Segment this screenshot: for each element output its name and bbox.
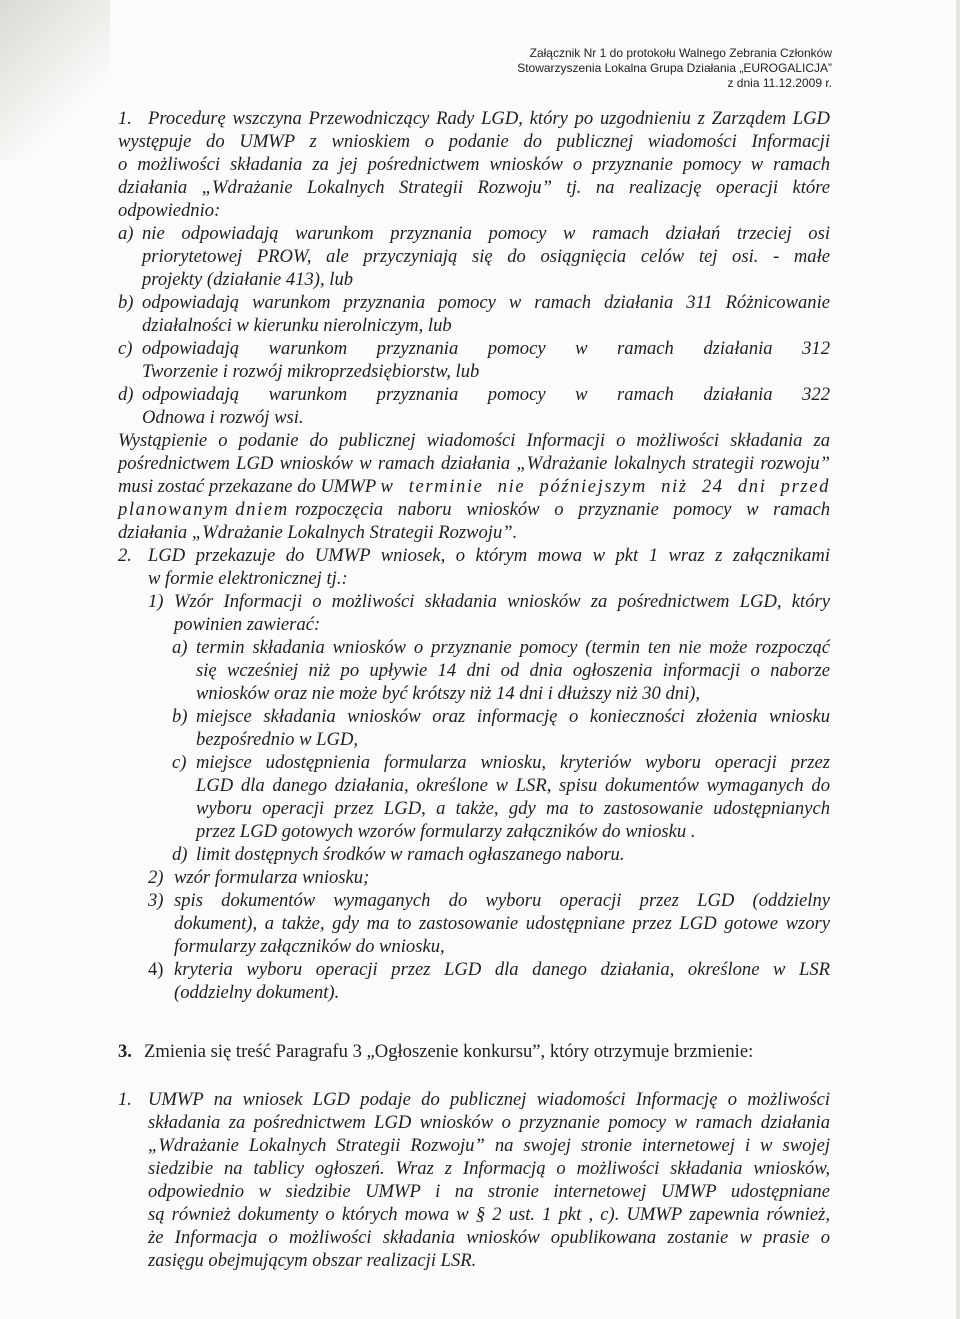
p1b-line-5: działania „Wdrażanie Lokalnych Strategii Rozwoju”. [118, 522, 518, 543]
deadline-phrase: w terminie nie późniejszym niż 24 dni przed [380, 476, 830, 497]
p3-line-8: zasięgu obejmującym obszar realizacji LSR. [148, 1250, 477, 1271]
p1-line-4: działania „Wdrażanie Lokalnych Strategii Rozwoju” tj. na realizację operacji które [118, 177, 830, 198]
p1-line-2: występuje do UMWP z wnioskiem o podanie do publicznej wiadomości Informacji [118, 131, 830, 152]
p1-item-c-label: c) [118, 338, 133, 359]
p2-sub-b-line-2: bezpośrednio w LGD, [196, 729, 359, 750]
point-2-number: 2. [118, 545, 132, 566]
p1-item-b-line-1: odpowiadają warunkom przyznania pomocy w ramach działania 311 Różnicowanie [142, 292, 830, 313]
section-3-number: 3. [118, 1041, 132, 1062]
p2-sub-a-line-3: wniosków oraz nie może być krótszy niż 14 dni i dłuższy niż 30 dni), [196, 683, 701, 704]
p2-item-3-line-3: formularzy załączników do wniosku, [174, 936, 445, 957]
p2-sub-d-label: d) [172, 844, 188, 865]
p2-item-1-number: 1) [148, 591, 164, 612]
p2-sub-b-label: b) [172, 706, 188, 727]
p2-item-2-number: 2) [148, 867, 164, 888]
p1-line-5: odpowiednio: [118, 200, 221, 221]
p1-item-a-line-1: nie odpowiadają warunkom przyznania pomocy w ramach działań trzeciej osi [142, 223, 830, 244]
p2-sub-a-label: a) [172, 637, 188, 658]
p2-sub-c-line-1: miejsce udostępnienia formularza wniosku, kryteriów wyboru operacji przez [196, 752, 830, 773]
p2-sub-a-line-2: się wcześniej niż po upływie 14 dni od dnia ogłoszenia informacji o naborze [196, 660, 830, 681]
p1-item-a-label: a) [118, 223, 134, 244]
p2-sub-d-line-1: limit dostępnych środków w ramach ogłaszanego naboru. [196, 844, 625, 865]
p1-line-3: o możliwości składania za jej pośrednictwem wniosków o przyznanie pomocy w ramach [118, 154, 830, 175]
p1-item-d-line-1: odpowiadają warunkom przyznania pomocy w ramach działania 322 [142, 384, 830, 405]
p3-line-5: odpowiednio w siedzibie UMWP i na stronie internetowej UMWP udostępniane [148, 1181, 830, 1202]
header-line-3: z dnia 11.12.2009 r. [727, 76, 832, 90]
p1b-line-4-b: rozpoczęcia naboru wniosków o przyznanie pomocy w ramach [294, 499, 830, 520]
section-3-title: Zmienia się treść Paragrafu 3 „Ogłoszenie konkursu”, który otrzymuje brzmienie: [144, 1041, 754, 1062]
p1-item-c-line-2: Tworzenie i rozwój mikroprzedsiębiorstw, lub [142, 361, 480, 382]
p2-item-1-line-1: Wzór Informacji o możliwości składania wniosków za pośrednictwem LGD, który [174, 591, 830, 612]
p1-item-c-line-1: odpowiadają warunkom przyznania pomocy w ramach działania 312 [142, 338, 830, 359]
p3-line-3: „Wdrażanie Lokalnych Strategii Rozwoju” na swojej stronie internetowej i w swojej [148, 1135, 830, 1156]
p2-item-4-line-2: (oddzielny dokument). [174, 982, 340, 1003]
p1b-line-3 [118, 475, 830, 498]
p2-sub-c-line-3: wyboru operacji przez LGD, a także, gdy ma to zastosowanie udostępnianych [196, 798, 830, 819]
p1-item-a-line-2: priorytetowej PROW, ale przyczyniają się do osiągnięcia celów tej osi. - małe [142, 246, 830, 267]
p2-item-2-line-1: wzór formularza wniosku; [174, 867, 370, 888]
p1b-line-2: pośrednictwem LGD wniosków w ramach działania „Wdrażanie lokalnych strategii rozwoju” [118, 453, 830, 474]
p3-line-7: że Informacja o możliwości składania wniosków opublikowana zostanie w prasie o [148, 1227, 830, 1248]
p1-item-a-line-3: projekty (działanie 413), lub [142, 269, 354, 290]
p2-item-3-number: 3) [148, 890, 164, 911]
p2-line-1: LGD przekazuje do UMWP wniosek, o którym mowa w pkt 1 wraz z załącznikami [148, 545, 830, 566]
p2-item-4-number: 4) [148, 959, 164, 980]
p3-line-1: UMWP na wniosek LGD podaje do publicznej wiadomości Informację o możliwości [148, 1089, 830, 1110]
p2-item-3-line-2: dokument), a także, gdy ma to zastosowanie udostępniane przez LGD gotowe wzory [174, 913, 830, 934]
p3-line-4: siedzibie na tablicy ogłoszeń. Wraz z Informacją o możliwości składania wniosków, [148, 1158, 830, 1179]
planned-day-phrase: planowanym dniem [118, 499, 295, 520]
p3-line-6: są również dokumenty o których mowa w § 2 ust. 1 pkt , c). UMWP zapewnia również, [148, 1204, 830, 1225]
p1-item-d-label: d) [118, 384, 134, 405]
p2-item-1-line-2: powinien zawierać: [174, 614, 321, 635]
page-fold-shadow [0, 0, 110, 160]
p2-item-4-line-1: kryteria wyboru operacji przez LGD dla danego działania, określone w LSR [174, 959, 830, 980]
p2-sub-c-label: c) [172, 752, 187, 773]
p2-sub-c-line-4: przez LGD gotowych wzorów formularzy załączników do wniosku . [196, 821, 696, 842]
p3-line-2: składania za pośrednictwem LGD wniosków o przyznanie pomocy w ramach działania [148, 1112, 830, 1133]
p2-line-2: w formie elektronicznej tj.: [148, 568, 348, 589]
p1-line-1: Procedurę wszczyna Przewodniczący Rady LGD, który po uzgodnieniu z Zarządem LGD [148, 108, 830, 129]
page-edge [956, 0, 960, 1319]
point-1-number: 1. [118, 108, 132, 129]
p1-item-b-label: b) [118, 292, 134, 313]
p1b-line-3-a: musi zostać przekazane do UMWP [118, 476, 381, 497]
p1-item-d-line-2: Odnowa i rozwój wsi. [142, 407, 304, 428]
p3-point-1-number: 1. [118, 1089, 132, 1110]
header-line-1: Załącznik Nr 1 do protokołu Walnego Zebrania Członków [529, 46, 832, 60]
p2-sub-b-line-1: miejsce składania wniosków oraz informację o konieczności złożenia wniosku [196, 706, 830, 727]
p2-sub-c-line-2: LGD dla danego działania, określone w LSR, spisu dokumentów wymaganych do [196, 775, 830, 796]
p1-item-b-line-2: działalności w kierunku nierolniczym, lub [142, 315, 452, 336]
p2-sub-a-line-1: termin składania wniosków o przyznanie pomocy (termin ten nie może rozpocząć [196, 637, 830, 658]
p1b-line-4 [118, 498, 830, 521]
header-line-2: Stowarzyszenia Lokalna Grupa Działania „EUROGALICJA” [517, 61, 832, 75]
document-body [118, 0, 830, 1319]
p2-item-3-line-1: spis dokumentów wymaganych do wyboru operacji przez LGD (oddzielny [174, 890, 830, 911]
p1b-line-1: Wystąpienie o podanie do publicznej wiadomości Informacji o możliwości składania za [118, 430, 830, 451]
